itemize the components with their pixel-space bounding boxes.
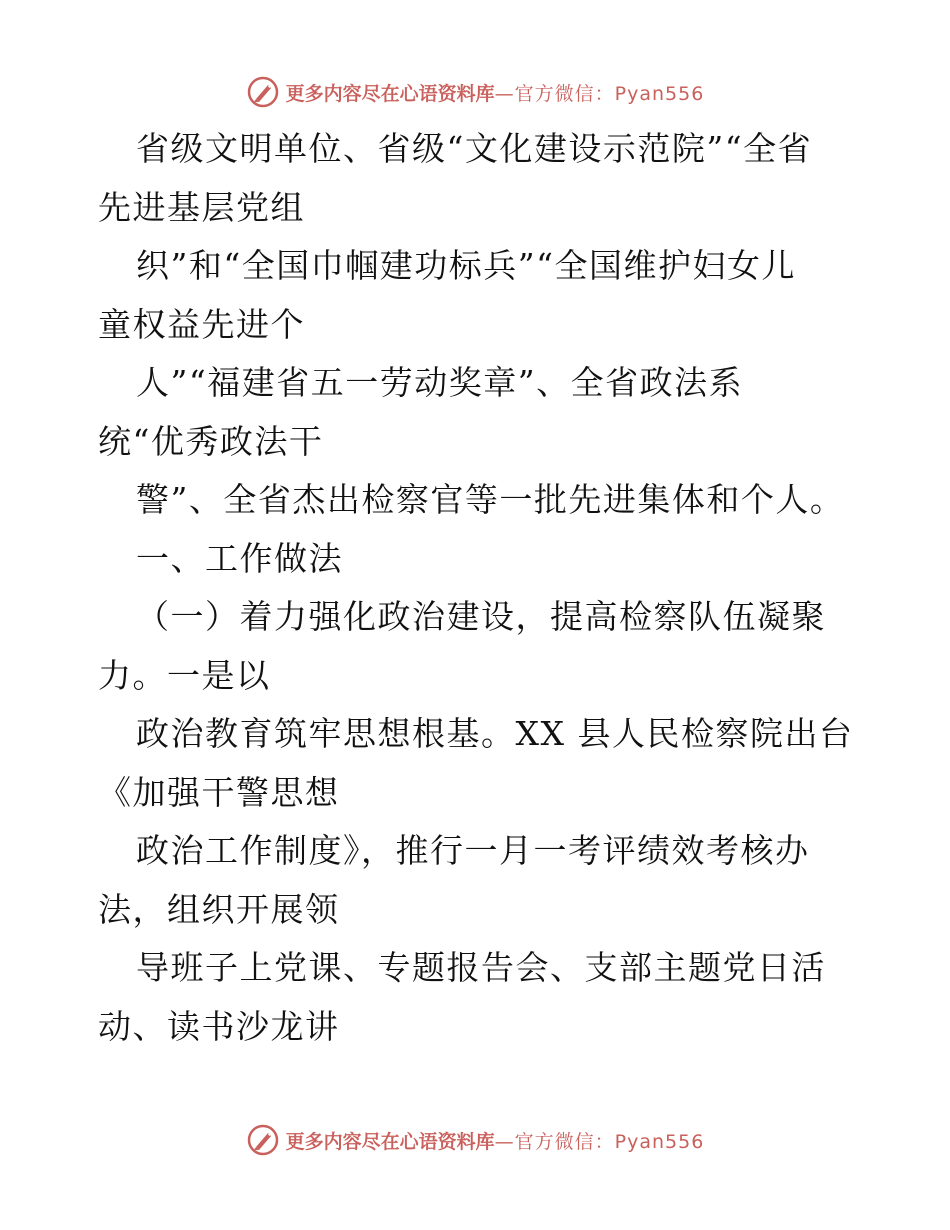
body-line: 法，组织开展领 [98, 889, 340, 929]
body-line: 导班子上党课、专题报告会、支部主题党日活 [136, 948, 826, 987]
section-heading: 一、工作做法 [136, 538, 343, 578]
body-line: 统“优秀政法干 [98, 421, 324, 461]
body-line: 动、读书沙龙讲 [98, 1006, 340, 1046]
body-line: 警”、全省杰出检察官等一批先进集体和个人。 [136, 480, 845, 519]
body-line: 人”“福建省五一劳动奖章”、全省政法系 [136, 363, 744, 402]
body-line: 织”和“全国巾帼建功标兵”“全国维护妇女儿 [136, 246, 796, 285]
footer-brand-text: 更多内容尽在心语资料库 [285, 1130, 495, 1153]
header-brand-text: 更多内容尽在心语资料库 [285, 82, 495, 105]
body-line: 先进基层党组 [98, 187, 305, 227]
body-line: 《加强干警思想 [98, 772, 340, 812]
header-wechat-text: —官方微信：Pyan556 [494, 82, 705, 105]
header-banner [0, 72, 950, 112]
pen-nib-logo-icon [246, 75, 280, 109]
body-line: 省级文明单位、省级“文化建设示范院”“全省 [136, 129, 813, 168]
footer-banner [0, 1120, 950, 1160]
body-line: 政治工作制度》，推行一月一考评绩效考核办 [136, 831, 810, 870]
body-line: 童权益先进个 [98, 304, 305, 344]
body-line: 力。一是以 [98, 655, 271, 695]
footer-wechat-text: —官方微信：Pyan556 [494, 1130, 705, 1153]
body-line: （一）着力强化政治建设，提高检察队伍凝聚 [136, 597, 826, 636]
body-line: 政治教育筑牢思想根基。XX 县人民检察院出台 [136, 714, 854, 753]
document-body [98, 120, 868, 1056]
pen-nib-logo-icon [246, 1123, 280, 1157]
